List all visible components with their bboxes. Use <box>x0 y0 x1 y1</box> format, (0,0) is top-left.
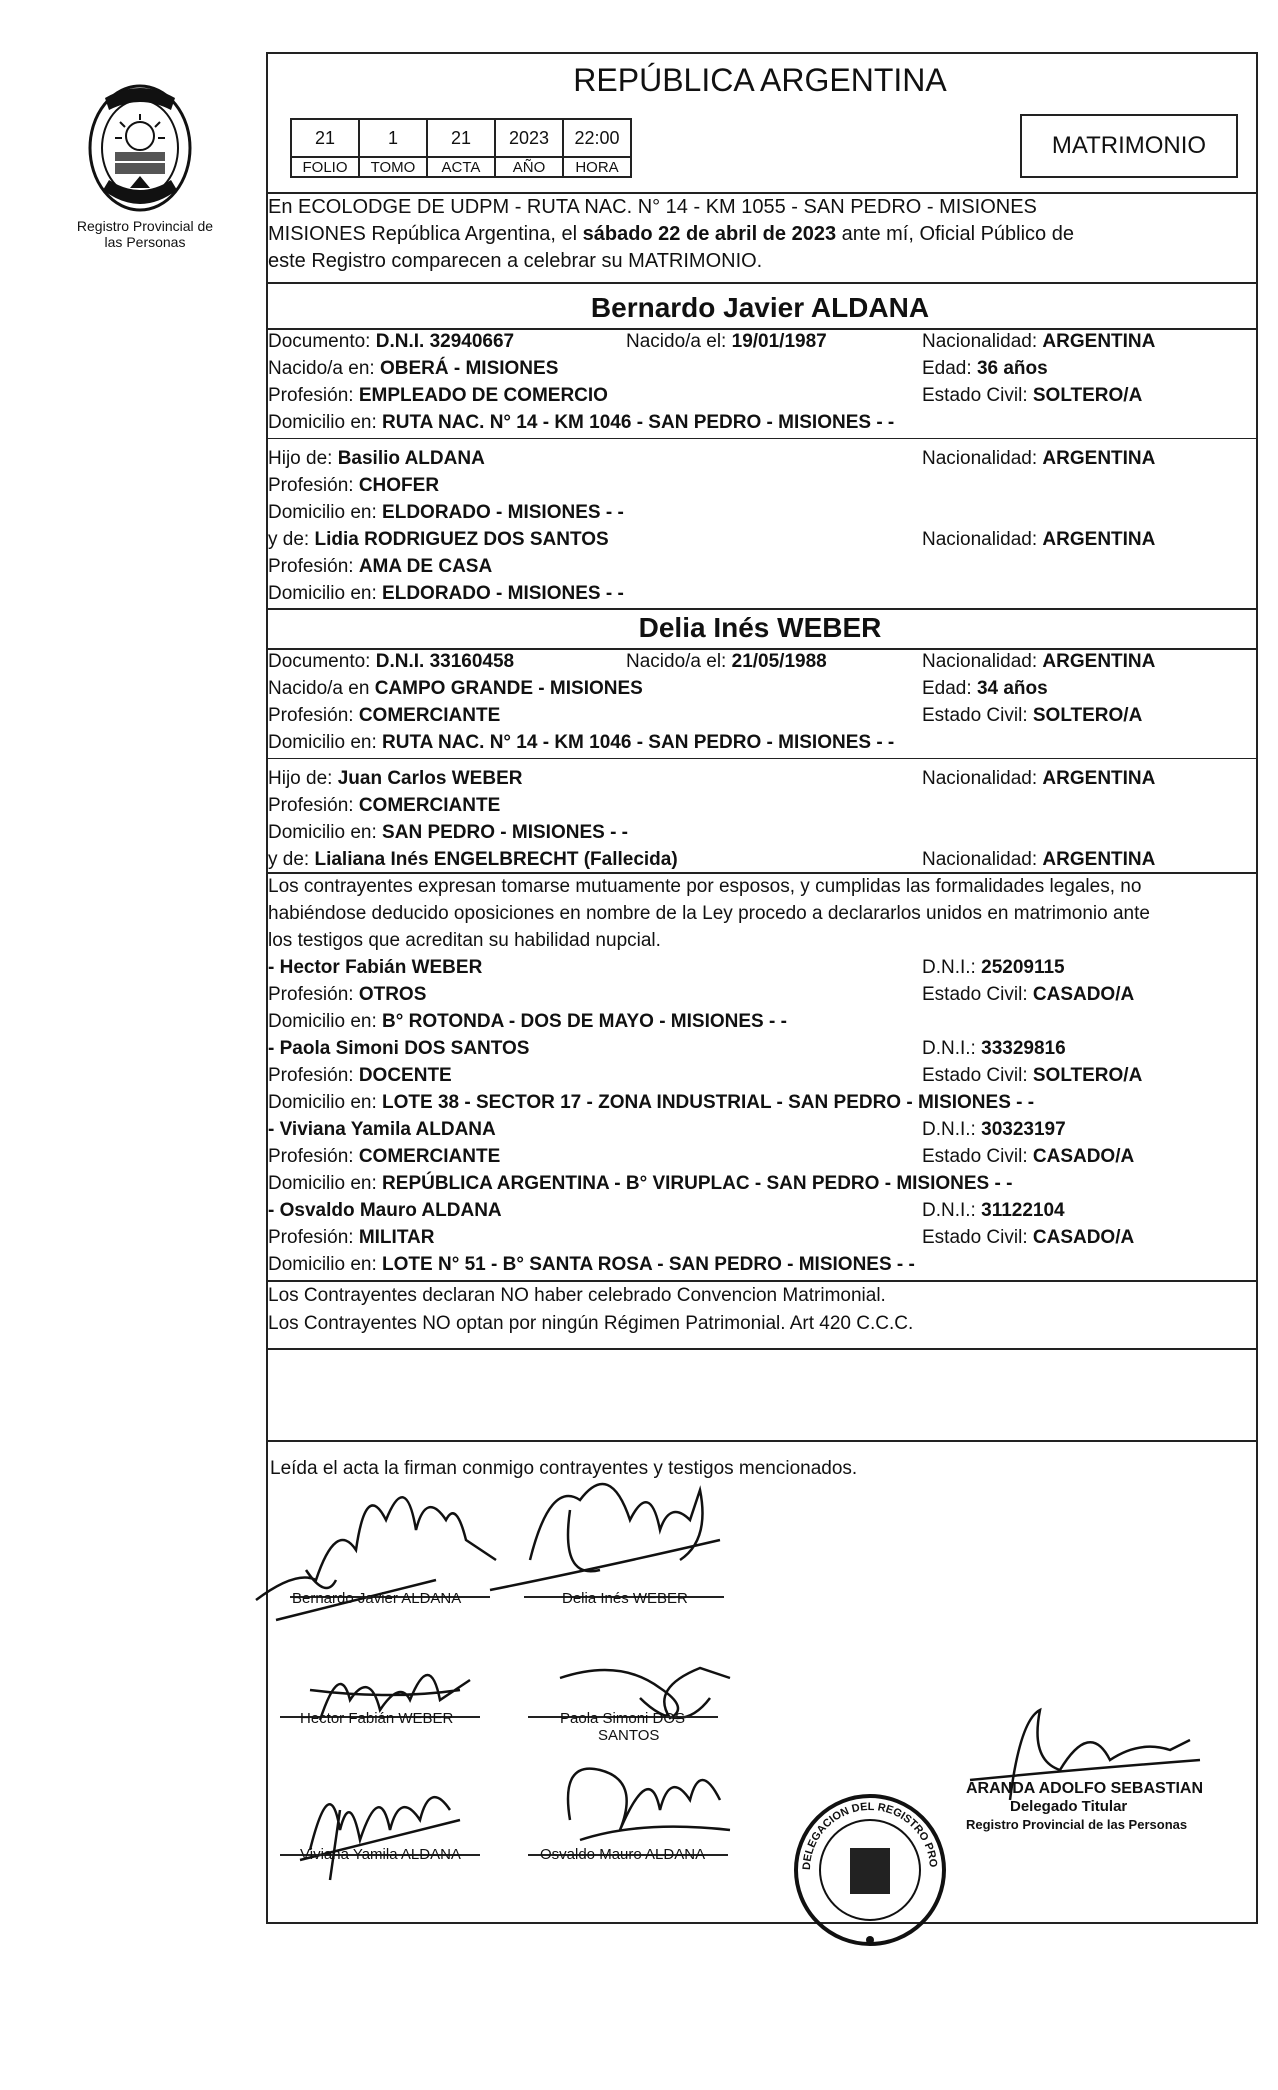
value: 34 años <box>976 678 1048 699</box>
label: Nacionalidad: <box>922 849 1043 870</box>
value: OTROS <box>358 984 427 1005</box>
act-type-box: MATRIMONIO <box>1020 114 1238 178</box>
record-grid <box>290 118 632 178</box>
tomo-label: TOMO <box>359 157 427 177</box>
witness-4-signature-caption: Osvaldo Mauro ALDANA <box>540 1846 706 1863</box>
label: Nacionalidad: <box>922 651 1043 672</box>
witness-1-signature-caption: Hector Fabián WEBER <box>300 1710 454 1727</box>
folio-value: 21 <box>291 119 359 157</box>
label: Documento: <box>268 651 376 672</box>
witness-4-civil <box>922 1225 1134 1251</box>
value: ARGENTINA <box>1042 651 1156 672</box>
label: Profesión: <box>268 705 359 726</box>
registry-caption: Registro Provincial de las Personas <box>76 218 214 250</box>
divider <box>266 438 1256 439</box>
caption-line: Paola Simoni DOS <box>560 1710 686 1727</box>
bride-father-nationality <box>922 766 1155 792</box>
value: CAMPO GRANDE - MISIONES <box>374 678 643 699</box>
label: Nacionalidad: <box>922 529 1043 550</box>
value: SAN PEDRO - MISIONES - - <box>382 822 629 843</box>
label: Profesión: <box>268 475 359 496</box>
value: ARGENTINA <box>1042 849 1156 870</box>
witness-4-address <box>268 1252 915 1278</box>
intro-text: ante mí, Oficial Público de <box>836 223 1074 245</box>
groom-doc <box>268 329 514 355</box>
bride-signature-caption: Delia Inés WEBER <box>562 1590 688 1607</box>
groom-nationality <box>922 329 1155 355</box>
witness-1-dni <box>922 955 1065 981</box>
value: OBERÁ - MISIONES <box>379 358 559 379</box>
official-block <box>966 1780 1203 1834</box>
value: ARGENTINA <box>1042 448 1156 469</box>
label: Domicilio en: <box>268 583 383 604</box>
declaration-paragraph <box>268 873 1252 954</box>
label: Domicilio en: <box>268 822 383 843</box>
value: COMERCIANTE <box>358 1146 501 1167</box>
value: 33329816 <box>981 1038 1066 1059</box>
witness-2-signature-caption <box>560 1710 685 1744</box>
declaration-line-1: Los contrayentes expresan tomarse mutuamente por esposos, y cumplidas las formalidades legales, no <box>268 876 1142 897</box>
witness-3-dni <box>922 1117 1066 1143</box>
acta-value: 21 <box>427 119 495 157</box>
label: Estado Civil: <box>922 1227 1033 1248</box>
groom-father-nationality <box>922 446 1155 472</box>
label: Domicilio en: <box>268 1092 383 1113</box>
value: DOCENTE <box>358 1065 452 1086</box>
witness-3-civil <box>922 1144 1134 1170</box>
document-title: REPÚBLICA ARGENTINA <box>573 62 947 98</box>
label: Domicilio en: <box>268 502 383 523</box>
hora-value: 22:00 <box>563 119 631 157</box>
value: CHOFER <box>358 475 440 496</box>
witness-3-signature <box>280 1750 480 1900</box>
intro-text: MISIONES República Argentina, el <box>268 223 583 245</box>
value: CASADO/A <box>1032 1146 1135 1167</box>
label: D.N.I.: <box>922 957 982 978</box>
witness-2-address <box>268 1090 1034 1116</box>
witness-4-name: - Osvaldo Mauro ALDANA <box>268 1200 502 1221</box>
label: Domicilio en: <box>268 1011 383 1032</box>
value: Juan Carlos WEBER <box>337 768 523 789</box>
groom-mother-address <box>268 581 624 607</box>
bride-profession <box>268 703 500 729</box>
value: Lidia RODRIGUEZ DOS SANTOS <box>314 529 609 550</box>
divider <box>266 282 1256 284</box>
groom-civil-status <box>922 383 1142 409</box>
label: Profesión: <box>268 795 359 816</box>
acta-label: ACTA <box>427 157 495 177</box>
bride-father-address <box>268 820 628 846</box>
official-name: ARANDA ADOLFO SEBASTIAN <box>966 1780 1204 1797</box>
label: Estado Civil: <box>922 1065 1033 1086</box>
hora-label: HORA <box>563 157 631 177</box>
value: 31122104 <box>981 1200 1065 1221</box>
folio-label: FOLIO <box>291 157 359 177</box>
groom-father <box>268 446 485 472</box>
witness-3-name: - Viviana Yamila ALDANA <box>268 1119 496 1140</box>
label: Domicilio en: <box>268 412 383 433</box>
bride-civil-status <box>922 703 1142 729</box>
label: Profesión: <box>268 1227 359 1248</box>
label: Domicilio en: <box>268 732 383 753</box>
label: Nacido/a en <box>268 678 375 699</box>
groom-mother-profession <box>268 554 492 580</box>
value: B° ROTONDA - DOS DE MAYO - MISIONES - - <box>382 1011 787 1032</box>
groom-birthplace <box>268 356 558 382</box>
wedding-date: sábado 22 de abril de 2023 <box>582 223 837 245</box>
convention-note: Los Contrayentes declaran NO haber celebrado Convencion Matrimonial. <box>268 1285 886 1306</box>
witness-2-name: - Paola Simoni DOS SANTOS <box>268 1038 530 1059</box>
value: EMPLEADO DE COMERCIO <box>358 385 608 406</box>
label: Domicilio en: <box>268 1254 383 1275</box>
value: AMA DE CASA <box>358 556 493 577</box>
value: CASADO/A <box>1032 984 1135 1005</box>
tomo-value: 1 <box>359 119 427 157</box>
divider <box>266 758 1256 759</box>
label: Documento: <box>268 331 376 352</box>
label: Profesión: <box>268 984 359 1005</box>
witness-2-civil <box>922 1063 1142 1089</box>
value: COMERCIANTE <box>358 705 501 726</box>
label: D.N.I.: <box>922 1038 982 1059</box>
label: Profesión: <box>268 556 359 577</box>
bride-father-profession <box>268 793 500 819</box>
witness-4-profession <box>268 1225 434 1251</box>
bride-nationality <box>922 649 1155 675</box>
label: Nacionalidad: <box>922 331 1043 352</box>
label: D.N.I.: <box>922 1119 982 1140</box>
groom-profession <box>268 383 608 409</box>
label: Estado Civil: <box>922 385 1033 406</box>
divider <box>266 1440 1256 1442</box>
label: Nacido/a el: <box>626 651 732 672</box>
label: Edad: <box>922 358 977 379</box>
bride-address <box>268 730 894 756</box>
value: 19/01/1987 <box>731 331 827 352</box>
value: ARGENTINA <box>1042 331 1156 352</box>
witness-4-dni <box>922 1198 1065 1224</box>
witness-1-profession <box>268 982 426 1008</box>
label: y de: <box>268 849 315 870</box>
label: Nacionalidad: <box>922 448 1043 469</box>
value: RUTA NAC. N° 14 - KM 1046 - SAN PEDRO - MISIONES - - <box>382 732 895 753</box>
label: Hijo de: <box>268 768 338 789</box>
groom-age <box>922 356 1048 382</box>
divider <box>266 1280 1256 1282</box>
value: ARGENTINA <box>1042 529 1156 550</box>
anio-value: 2023 <box>495 119 563 157</box>
value: 21/05/1988 <box>731 651 827 672</box>
divider <box>266 1348 1256 1350</box>
groom-signature-caption: Bernardo Javier ALDANA <box>292 1590 462 1607</box>
value: SOLTERO/A <box>1032 385 1143 406</box>
witness-2-profession <box>268 1063 452 1089</box>
witness-3-address <box>268 1171 1012 1197</box>
groom-mother-nationality <box>922 527 1155 553</box>
value: ARGENTINA <box>1042 768 1156 789</box>
value: SOLTERO/A <box>1032 1065 1143 1086</box>
divider <box>266 608 1256 610</box>
intro-line-3: este Registro comparecen a celebrar su MATRIMONIO. <box>268 250 763 272</box>
groom-father-address <box>268 500 624 526</box>
label: Estado Civil: <box>922 705 1033 726</box>
value: LOTE 38 - SECTOR 17 - ZONA INDUSTRIAL - SAN PEDRO - MISIONES - - <box>382 1092 1035 1113</box>
label: Profesión: <box>268 385 359 406</box>
official-role: Delegado Titular <box>1010 1798 1128 1815</box>
intro-line-1: En ECOLODGE DE UDPM - RUTA NAC. N° 14 - KM 1055 - SAN PEDRO - MISIONES <box>268 196 1037 218</box>
value: 25209115 <box>981 957 1065 978</box>
label: Nacido/a en: <box>268 358 380 379</box>
witness-3-signature-caption: Viviana Yamila ALDANA <box>300 1846 461 1863</box>
value: D.N.I. 33160458 <box>375 651 515 672</box>
intro-line-2 <box>268 221 1252 248</box>
bride-mother <box>268 847 678 873</box>
witness-1-name: - Hector Fabián WEBER <box>268 957 483 978</box>
witness-3-profession <box>268 1144 500 1170</box>
regime-note: Los Contrayentes NO optan por ningún Régimen Patrimonial. Art 420 C.C.C. <box>268 1313 914 1334</box>
value: Lialiana Inés ENGELBRECHT (Fallecida) <box>314 849 678 870</box>
value: 30323197 <box>981 1119 1066 1140</box>
bride-born <box>626 649 827 675</box>
bride-mother-nationality <box>922 847 1155 873</box>
label: Nacionalidad: <box>922 768 1043 789</box>
bride-age <box>922 676 1048 702</box>
value: COMERCIANTE <box>358 795 501 816</box>
bride-doc <box>268 649 514 675</box>
label: Hijo de: <box>268 448 338 469</box>
value: SOLTERO/A <box>1032 705 1143 726</box>
groom-born <box>626 329 827 355</box>
closing-text: Leída el acta la firman conmigo contrayentes y testigos mencionados. <box>270 1458 858 1479</box>
bride-father <box>268 766 522 792</box>
stamp-text: DELEGACION DEL REGISTRO PRO <box>800 1800 940 1871</box>
intro-paragraph <box>268 194 1252 275</box>
label: Domicilio en: <box>268 1173 383 1194</box>
label: y de: <box>268 529 315 550</box>
official-office: Registro Provincial de las Personas <box>966 1817 1188 1832</box>
witness-1-address <box>268 1009 787 1035</box>
groom-name: Bernardo Javier ALDANA <box>590 292 930 323</box>
value: LOTE N° 51 - B° SANTA ROSA - SAN PEDRO - MISIONES - - <box>382 1254 915 1275</box>
declaration-line-3: los testigos que acreditan su habilidad nupcial. <box>268 930 661 951</box>
value: ELDORADO - MISIONES - - <box>382 583 624 604</box>
label: Profesión: <box>268 1065 359 1086</box>
anio-label: AÑO <box>495 157 563 177</box>
groom-address <box>268 410 894 436</box>
witness-2-dni <box>922 1036 1066 1062</box>
value: MILITAR <box>358 1227 435 1248</box>
label: Nacido/a el: <box>626 331 732 352</box>
bride-name: Delia Inés WEBER <box>638 612 882 643</box>
bride-birthplace <box>268 676 643 702</box>
groom-mother <box>268 527 609 553</box>
value: CASADO/A <box>1032 1227 1135 1248</box>
label: Estado Civil: <box>922 984 1033 1005</box>
groom-father-profession <box>268 473 439 499</box>
value: D.N.I. 32940667 <box>375 331 515 352</box>
declaration-line-2: habiéndose deducido oposiciones en nombre de la Ley procedo a declararlos unidos en matrimonio ante <box>268 903 1150 924</box>
value: REPÚBLICA ARGENTINA - B° VIRUPLAC - SAN PEDRO - MISIONES - - <box>382 1173 1013 1194</box>
label: Edad: <box>922 678 977 699</box>
caption-line: SANTOS <box>598 1727 660 1744</box>
label: D.N.I.: <box>922 1200 982 1221</box>
provincial-seal <box>75 78 205 218</box>
label: Estado Civil: <box>922 1146 1033 1167</box>
value: RUTA NAC. N° 14 - KM 1046 - SAN PEDRO - MISIONES - - <box>382 412 895 433</box>
witness-1-civil <box>922 982 1134 1008</box>
value: ELDORADO - MISIONES - - <box>382 502 624 523</box>
official-stamp <box>790 1790 950 1950</box>
label: Profesión: <box>268 1146 359 1167</box>
value: Basilio ALDANA <box>337 448 485 469</box>
value: 36 años <box>976 358 1048 379</box>
